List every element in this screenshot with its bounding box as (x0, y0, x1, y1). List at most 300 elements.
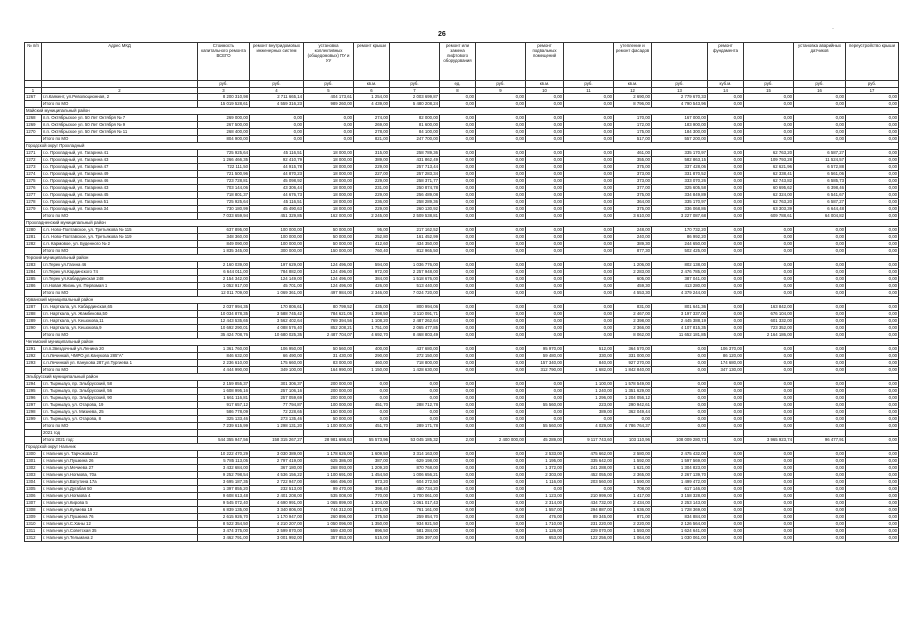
cost-cell: 0,00 (794, 101, 846, 108)
table-row (25, 353, 899, 360)
cost-cell: 0,00 (440, 409, 476, 416)
cost-cell: 44 870,23 (250, 171, 304, 178)
row-number: 1307 (25, 500, 42, 507)
cost-cell: 0,00 (440, 262, 476, 269)
row-number: 1285 (25, 276, 42, 283)
section-row (25, 220, 899, 227)
units-row (25, 81, 899, 88)
cost-cell: 0,00 (476, 150, 526, 157)
section-title: Городской округ Нальчик (25, 444, 899, 451)
cost-cell: 3 227 087,68 (652, 213, 708, 220)
cost-cell: 0,00 (708, 381, 744, 388)
column-header (390, 43, 440, 81)
cost-cell: 2 398,00 (614, 318, 652, 325)
cost-cell: 0,00 (526, 234, 564, 241)
cost-cell: 100 000,00 (250, 234, 304, 241)
cost-cell: 1 052 917,00 (198, 283, 250, 290)
building-address: г.п. Нарткала, ул. Кешокова,9 (42, 325, 198, 332)
cost-cell: 2 445 388,19 (652, 318, 708, 325)
building-address: г.п. Тырныауз, пр. Эльбрусский, 90 (42, 395, 198, 402)
column-header: № п/п (25, 43, 42, 81)
table-row (25, 430, 899, 437)
building-address: г. Нальчик ул.Пушкина 76 (42, 514, 198, 521)
table-row (25, 94, 899, 101)
unit-header: руб. (794, 81, 846, 88)
cost-cell: 0,00 (794, 346, 846, 353)
cost-cell: 0,00 (708, 465, 744, 472)
cost-cell: 2 220,00 (614, 521, 652, 528)
cost-cell: 0,00 (476, 332, 526, 339)
cost-cell: 426,00 (354, 283, 390, 290)
unit-header: ед. (440, 81, 476, 88)
cost-cell: 0,00 (846, 290, 899, 297)
section-title: Урванский муниципальный район (25, 297, 899, 304)
cost-cell: 7 024 720,00 (390, 290, 440, 297)
cost-cell: 364,00 (614, 199, 652, 206)
cost-cell: 821,00 (354, 136, 390, 143)
table-row (25, 479, 899, 486)
cost-cell: 223,00 (564, 402, 614, 409)
cost-cell: 0,00 (564, 178, 614, 185)
cost-cell: 45 289,00 (526, 437, 564, 444)
cost-cell: 0,00 (744, 486, 794, 493)
cost-cell: 0,00 (794, 416, 846, 423)
row-number: 1305 (25, 486, 42, 493)
cost-cell: 3 462 791,00 (198, 535, 250, 542)
cost-cell: 1 428 630,00 (390, 367, 440, 374)
section-title: Терский муниципальный район (25, 255, 899, 262)
cost-cell: 413 280,00 (652, 283, 708, 290)
table-row (25, 311, 899, 318)
cost-cell: 0,00 (846, 171, 899, 178)
cost-cell: 0,00 (846, 332, 899, 339)
column-index: 10 (526, 88, 564, 94)
cost-cell: 81 600,00 (390, 122, 440, 129)
cost-cell: 0,00 (708, 234, 744, 241)
cost-cell: 0,00 (564, 416, 614, 423)
cost-cell: 0,00 (476, 325, 526, 332)
cost-cell: 0,00 (794, 234, 846, 241)
cost-cell: 8 200 310,98 (198, 94, 250, 101)
cost-cell: 0,00 (440, 402, 476, 409)
cost-cell: 18 000,00 (304, 164, 354, 171)
building-address: Итого по МО (42, 423, 198, 430)
table-row (25, 395, 899, 402)
table-row (25, 458, 899, 465)
cost-cell: 1 254,00 (354, 94, 390, 101)
total-row (25, 367, 899, 374)
cost-cell: 0,00 (440, 395, 476, 402)
cost-cell: 2 533,00 (526, 451, 564, 458)
cost-cell: 0,00 (744, 94, 794, 101)
cost-cell: 0,00 (744, 262, 794, 269)
page-number: 26 (438, 31, 446, 38)
cost-cell: 0,00 (708, 493, 744, 500)
building-address: г. Нальчик ул.Кулиева 19 (42, 507, 198, 514)
cost-cell: 0,00 (564, 122, 614, 129)
cost-cell: 260 130,92 (390, 206, 440, 213)
cost-cell (794, 430, 846, 437)
cost-cell: 274,00 (354, 115, 390, 122)
cost-cell: 1 835 345,00 (198, 248, 250, 255)
cost-cell: 170 732,20 (652, 227, 708, 234)
cost-cell: 43 306,44 (250, 185, 304, 192)
cost-cell: 6 561,06 (794, 171, 846, 178)
cost-cell: 0,00 (304, 115, 354, 122)
cost-cell: 0,00 (526, 262, 564, 269)
building-address: Итого 2021 год: (42, 437, 198, 444)
cost-cell: 0,00 (564, 129, 614, 136)
cost-cell: 0,00 (708, 185, 744, 192)
cost-cell: 0,00 (708, 332, 744, 339)
row-number: 1270 (25, 129, 42, 136)
cost-cell: 0,00 (440, 416, 476, 423)
cost-cell: 834 884,00 (652, 514, 708, 521)
section-title: Прохладненский муниципальный район (25, 220, 899, 227)
cost-cell: 0,00 (526, 213, 564, 220)
cost-cell: 0,00 (846, 213, 899, 220)
cost-cell: 312 790,00 (526, 367, 564, 374)
cost-cell: 637 895,00 (198, 227, 250, 234)
row-number: 1282 (25, 241, 42, 248)
row-number (25, 290, 42, 297)
section-title: Эльбрусский муниципальный район (25, 374, 899, 381)
cost-cell: 0,00 (526, 122, 564, 129)
cost-cell: 229,00 (354, 206, 390, 213)
cost-cell: 203 560,00 (564, 479, 614, 486)
cost-cell: 330,00 (564, 353, 614, 360)
cost-cell: 1 454,50 (354, 472, 390, 479)
cost-cell: 0,00 (846, 325, 899, 332)
cost-cell: 0,00 (526, 115, 564, 122)
cost-cell: 267 500,00 (198, 122, 250, 129)
row-number: 1273 (25, 164, 42, 171)
cost-cell: 0,00 (476, 360, 526, 367)
cost-cell: 0,00 (708, 101, 744, 108)
column-index: 12 (614, 88, 652, 94)
cost-cell: 158 315 267,27 (250, 437, 304, 444)
cost-cell: 45 701,00 (250, 283, 304, 290)
cost-cell: 1 398,50 (354, 311, 390, 318)
cost-cell: 0,00 (846, 129, 899, 136)
column-header: Адрес МКД (42, 43, 198, 81)
cost-cell: 708,00 (614, 486, 652, 493)
cost-cell: 0,00 (526, 381, 564, 388)
cost-cell: 784 882,00 (250, 269, 304, 276)
cost-cell: 4 790 543,96 (652, 101, 708, 108)
cost-cell: 0,00 (440, 507, 476, 514)
table-row (25, 164, 899, 171)
cost-cell: 0,00 (652, 395, 708, 402)
cost-cell: 337 428,06 (652, 164, 708, 171)
building-address: г.п.п.Звездочный ул.Ленина 20 (42, 346, 198, 353)
cost-cell: 0,00 (526, 325, 564, 332)
cost-cell: 389,30 (614, 241, 652, 248)
cost-cell: 0,00 (708, 402, 744, 409)
cost-cell: 0,00 (744, 381, 794, 388)
row-number (25, 437, 42, 444)
cost-cell: 229 070,00 (564, 528, 614, 535)
row-number (25, 136, 42, 143)
cost-cell: 367 180,00 (250, 465, 304, 472)
cost-cell: 802 138,00 (652, 262, 708, 269)
table-row (25, 199, 899, 206)
cost-cell: 0,00 (476, 234, 526, 241)
cost-cell: 10 692 290,01 (198, 325, 250, 332)
cost-cell: 375,00 (614, 206, 652, 213)
cost-cell: 387,00 (354, 458, 390, 465)
cost-cell: 0,00 (794, 122, 846, 129)
cost-cell: 0,00 (564, 262, 614, 269)
cost-cell: 0,00 (846, 346, 899, 353)
cost-cell: 0,00 (390, 416, 440, 423)
cost-cell: 0,00 (476, 178, 526, 185)
cost-cell: 72 228,65 (250, 409, 304, 416)
cost-cell: 0,00 (564, 276, 614, 283)
cost-cell: 849 090,00 (198, 241, 250, 248)
building-address: г. Нальчик ул. Тарчокова 22 (42, 451, 198, 458)
cost-cell: 0,00 (564, 486, 614, 493)
cost-cell: 557 200,00 (652, 136, 708, 143)
column-index: 6 (354, 88, 390, 94)
cost-cell: 333 070,26 (652, 178, 708, 185)
building-address: Итого по МО (42, 367, 198, 374)
cost-cell: 2 257 948,00 (390, 269, 440, 276)
section-row (25, 374, 899, 381)
cost-cell: 927 270,00 (614, 360, 652, 367)
cost-cell (440, 430, 476, 437)
cost-cell: 8 468 803,49 (390, 332, 440, 339)
cost-cell: 0,00 (794, 458, 846, 465)
cost-cell: 2 475 432,00 (652, 451, 708, 458)
cost-cell: 0,00 (476, 164, 526, 171)
cost-cell: 0,00 (708, 276, 744, 283)
cost-cell: 45 098,92 (250, 178, 304, 185)
row-number: 1304 (25, 479, 42, 486)
cost-cell: 0,00 (476, 269, 526, 276)
cost-cell: 0,00 (846, 283, 899, 290)
cost-cell: 0,00 (564, 269, 614, 276)
cost-cell: 55 573,96 (354, 437, 390, 444)
column-index: 5 (304, 88, 354, 94)
cost-cell: 231,00 (354, 185, 390, 192)
cost-cell: 1 071,00 (354, 507, 390, 514)
cost-cell: 349 100,00 (250, 367, 304, 374)
cost-cell: 0,00 (652, 423, 708, 430)
cost-cell: 0,00 (794, 94, 846, 101)
cost-cell: 0,00 (846, 262, 899, 269)
cost-cell: 0,00 (440, 213, 476, 220)
cost-cell: 0,00 (476, 157, 526, 164)
cost-cell: 0,00 (794, 409, 846, 416)
cost-cell: 0,00 (744, 136, 794, 143)
cost-cell: 0,00 (440, 458, 476, 465)
cost-cell: 0,00 (440, 388, 476, 395)
cost-cell: 0,00 (564, 283, 614, 290)
cost-cell: 0,00 (354, 416, 390, 423)
cost-cell: 170,00 (614, 115, 652, 122)
cost-cell: 1 700 061,00 (390, 493, 440, 500)
cost-cell: 1 372,00 (526, 465, 564, 472)
cost-cell: 7 239 615,99 (198, 423, 250, 430)
cost-cell: 0,00 (846, 234, 899, 241)
cost-cell: 0,00 (390, 409, 440, 416)
cost-cell: 0,00 (708, 416, 744, 423)
cost-cell: 0,00 (744, 234, 794, 241)
cost-cell: 183 900,00 (652, 122, 708, 129)
cost-cell: 0,00 (708, 388, 744, 395)
cost-cell: 259 854,70 (390, 514, 440, 521)
cost-cell: 0,00 (744, 129, 794, 136)
row-number (25, 423, 42, 430)
cost-cell: 45 490,63 (250, 206, 304, 213)
section-row (25, 297, 899, 304)
cost-cell: 0,00 (564, 185, 614, 192)
cost-cell: 373,00 (614, 171, 652, 178)
building-address: г. Нальчик ул.Тельмана 2 (42, 535, 198, 542)
cost-cell: 2 476 785,00 (652, 269, 708, 276)
total-row (25, 290, 899, 297)
cost-cell: 348 360,00 (198, 234, 250, 241)
cost-cell: 336 068,86 (652, 206, 708, 213)
building-address: г.о. Прохладный, ул. Гагарина 51 (42, 199, 198, 206)
cost-cell: 0,00 (476, 423, 526, 430)
cost-cell: 0,00 (476, 353, 526, 360)
cost-cell: 0,00 (846, 276, 899, 283)
building-address: г. Нальчик ул.Советская 35 (42, 528, 198, 535)
section-title: Майский муниципальный район (25, 108, 899, 115)
cost-cell: 4 692,70 (354, 332, 390, 339)
cost-cell: 108 009 280,73 (652, 437, 708, 444)
cost-cell: 0,00 (846, 115, 899, 122)
table-body (25, 94, 899, 542)
cost-cell: 0,00 (526, 94, 564, 101)
cost-cell: 0,00 (846, 136, 899, 143)
cost-cell: 0,00 (304, 122, 354, 129)
cost-cell: 0,00 (744, 101, 794, 108)
cost-cell: 0,00 (794, 248, 846, 255)
cost-cell: 200 000,00 (304, 388, 354, 395)
cost-cell: 6 585,73 (794, 178, 846, 185)
building-address: г.о. Прохладный, ул. Гагарина 34 (42, 206, 198, 213)
cost-cell: 0,00 (794, 514, 846, 521)
table-row (25, 409, 899, 416)
cost-cell: 0,00 (440, 171, 476, 178)
row-number: 1291 (25, 346, 42, 353)
column-index: 1 (25, 88, 42, 94)
cost-cell: 0,00 (744, 409, 794, 416)
cost-cell: 86 120,00 (708, 353, 744, 360)
cost-cell: 0,00 (794, 521, 846, 528)
cost-cell: 62 763,20 (744, 199, 794, 206)
cost-cell: 877,30 (614, 248, 652, 255)
cost-cell: 2 283,00 (614, 269, 652, 276)
cost-cell: 0,00 (250, 129, 304, 136)
table-row (25, 381, 899, 388)
cost-cell: 241 288,00 (564, 465, 614, 472)
cost-cell: 6 644,48 (794, 206, 846, 213)
cost-cell: 0,00 (744, 507, 794, 514)
cost-cell: 1 350,00 (354, 521, 390, 528)
cost-cell: 0,00 (744, 283, 794, 290)
total-row (25, 332, 899, 339)
cost-cell: 50 000,00 (304, 234, 354, 241)
column-header (476, 43, 526, 81)
building-address: г.п. Тырныауз, пр. Эльбрусский, 58 (42, 381, 198, 388)
cost-cell: 103 110,96 (614, 437, 652, 444)
cost-cell: 95 970,00 (526, 346, 564, 353)
cost-cell: 0,00 (440, 248, 476, 255)
cost-cell: 50 000,00 (304, 241, 354, 248)
cost-cell: 0,00 (652, 416, 708, 423)
cost-cell: 0,00 (744, 472, 794, 479)
cost-cell: 258 289,36 (390, 199, 440, 206)
cost-cell: 0,00 (794, 115, 846, 122)
cost-cell: 50 000,00 (304, 416, 354, 423)
cost-cell: 53 045 185,32 (390, 437, 440, 444)
cost-cell: 377,00 (614, 185, 652, 192)
total-row (25, 101, 899, 108)
column-header: ремонт или замена лифтового оборудования (440, 43, 476, 81)
cost-cell: 0,00 (846, 360, 899, 367)
cost-cell: 0,00 (440, 332, 476, 339)
cost-cell: 229,00 (354, 164, 390, 171)
cost-cell: 96 477,91 (794, 437, 846, 444)
cost-cell: 0,00 (390, 395, 440, 402)
cost-cell: 3 314 163,00 (390, 451, 440, 458)
cost-cell: 896,50 (354, 528, 390, 535)
cost-cell: 2 164 186,00 (744, 332, 794, 339)
cost-cell: 1 050 096,00 (304, 521, 354, 528)
cost-cell: 0,00 (744, 416, 794, 423)
total-row (25, 248, 899, 255)
cost-cell: 0,00 (564, 304, 614, 311)
column-header: ремонт внутридомовых инженерных систем (250, 43, 304, 81)
cost-cell: 989 260,00 (304, 101, 354, 108)
cost-cell: 1 304,00 (354, 500, 390, 507)
cost-cell: 92 410,79 (250, 157, 304, 164)
cost-cell: 0,00 (440, 241, 476, 248)
cost-cell: 1 499 472,00 (652, 479, 708, 486)
cost-cell: 0,00 (708, 290, 744, 297)
row-number: 1283 (25, 262, 42, 269)
cost-cell: 244 650,00 (652, 241, 708, 248)
cost-cell: 0,00 (476, 472, 526, 479)
cost-cell: 100 000,00 (304, 402, 354, 409)
cost-cell (354, 430, 390, 437)
cost-cell: 0,00 (564, 101, 614, 108)
cost-cell: 0,00 (440, 472, 476, 479)
cost-cell: 150 000,00 (304, 409, 354, 416)
table-row (25, 157, 899, 164)
cost-cell: 5 480 208,24 (390, 101, 440, 108)
cost-cell: 172,00 (614, 122, 652, 129)
cost-cell (304, 430, 354, 437)
cost-cell: 236,00 (354, 199, 390, 206)
cost-cell: 0,00 (708, 486, 744, 493)
cost-cell: 1 006 656,21 (390, 472, 440, 479)
building-address: г.о. Прохладный, ул. Гагарина 45 (42, 192, 198, 199)
cost-cell: 1 266 466,35 (198, 157, 250, 164)
cost-cell: 1 178 626,00 (304, 451, 354, 458)
cost-cell: 257 106,16 (250, 388, 304, 395)
cost-cell: 0,00 (708, 199, 744, 206)
cost-cell: 50 000,00 (304, 227, 354, 234)
cost-cell: 0,00 (564, 318, 614, 325)
cost-cell: 502 425,00 (652, 248, 708, 255)
cost-cell: 0,00 (476, 381, 526, 388)
building-address: г. Нальчик ул.Ногмова, 70а (42, 472, 198, 479)
